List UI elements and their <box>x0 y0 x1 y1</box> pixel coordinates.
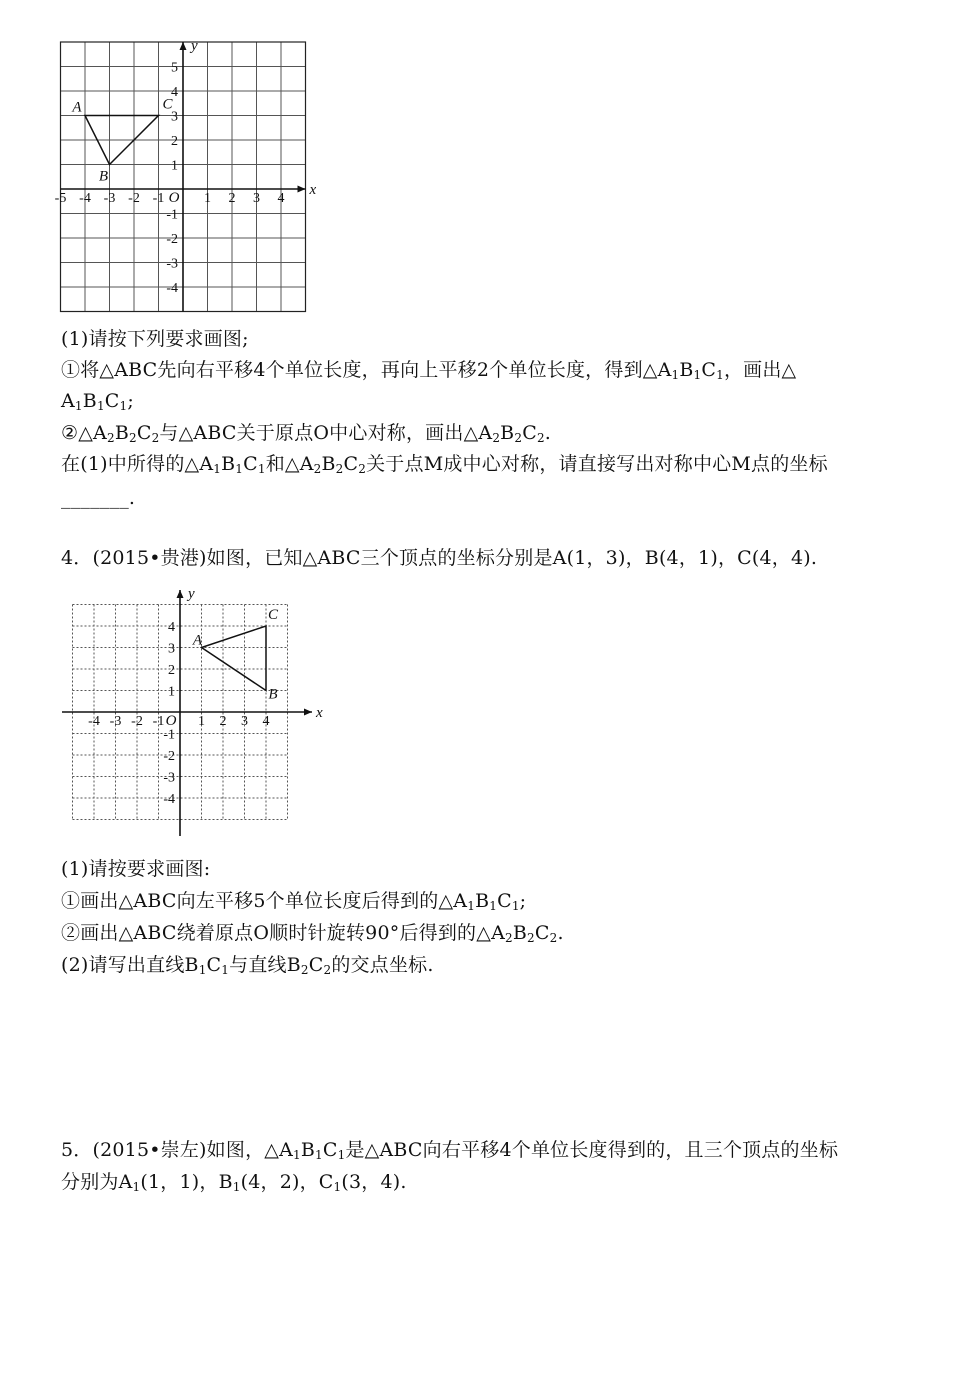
x-tick-label: 2 <box>228 191 236 206</box>
q4-stem: 4．(2015•贵港)如图，已知△ABC三个顶点的坐标分别是A(1，3)，B(4，1)，C(4，4). <box>61 547 818 569</box>
point-c1: $C_1$ <box>318 1171 342 1194</box>
coordinate-figure-2 <box>55 583 325 843</box>
point-b1: $B_1$ <box>218 1171 241 1194</box>
vertex-label-b: B <box>98 168 109 185</box>
triangle-a2b2c2: $A_2B_2C_2$ <box>93 422 160 445</box>
q3-item2: $②\triangle A_2B_2C_2$与△ABC关于原点O中心对称，画出$\triangle A_2B_2C_2$. <box>61 422 552 445</box>
vertex-label-b: B <box>268 686 278 703</box>
x-axis-arrow <box>298 186 306 193</box>
y-axis-arrow <box>177 590 184 598</box>
x-tick-label: 2 <box>219 714 227 729</box>
line-b2c2: $B_2C_2$ <box>286 954 332 977</box>
triangle-a1b1c1: $A_1B_1C_1$ <box>61 390 128 413</box>
y-tick-label: 1 <box>171 158 178 174</box>
q3-part1-heading: (1)请按下列要求画图; <box>61 328 249 350</box>
triangle-a2b2c2: $A_2B_2C_2$ <box>299 453 367 476</box>
x-tick-label: -4 <box>88 714 100 729</box>
vertex-label-a: A <box>192 632 203 649</box>
vertex-label-a: A <box>72 99 82 116</box>
point-a1: $A_1$ <box>118 1171 141 1194</box>
x-tick-label: 1 <box>198 714 205 729</box>
y-tick-label: -2 <box>166 232 178 247</box>
triangle-a2b2c2: $A_2B_2C_2$ <box>491 922 558 945</box>
q3-item1-line2: $A_1B_1C_1$; <box>61 390 134 413</box>
y-tick-label: 3 <box>171 109 178 125</box>
q5-line1: 5．(2015•崇左)如图，$\triangle A_1B_1C_1$是△ABC向右平移4个单位长度得到的，且三个顶点的坐标 <box>61 1139 839 1162</box>
triangle-a2b2c2: $A_2B_2C_2$ <box>478 422 545 445</box>
x-tick-label: -1 <box>152 714 165 729</box>
y-tick-label: 4 <box>168 620 175 635</box>
x-tick-label: 3 <box>253 191 260 206</box>
x-tick-label: 3 <box>241 714 248 729</box>
x-tick-label: -4 <box>79 191 91 206</box>
x-axis-arrow <box>304 709 312 716</box>
answer-blank[interactable]: _______. <box>61 487 136 509</box>
triangle-a1b1c1: $A_1B_1C_1$ <box>453 890 520 913</box>
q3-part2: 在(1)中所得的$\triangle A_1B_1C_1$和$\triangle A_2B_2C_2$关于点M成中心对称，请直接写出对称中心M点的坐标 <box>61 453 828 476</box>
x-tick-label: 4 <box>277 191 285 206</box>
origin-label: O <box>165 713 177 729</box>
q3-item1-text: ①将△ABC先向右平移4个单位长度，再向上平移2个单位长度，得到△ <box>61 359 658 381</box>
y-axis-label: y <box>188 586 195 602</box>
x-tick-label: 4 <box>262 714 270 729</box>
x-tick-label: 1 <box>204 191 211 206</box>
x-tick-label: -1 <box>152 191 165 206</box>
coordinate-figure-1 <box>50 18 370 318</box>
q4-part1-heading: (1)请按要求画图: <box>61 858 211 880</box>
x-tick-label: -5 <box>54 191 67 206</box>
triangle-a1b1c1: $A_1B_1C_1$ <box>279 1139 346 1162</box>
origin-label: O <box>168 190 180 206</box>
line-b1c1: $B_1C_1$ <box>184 954 230 977</box>
y-tick-label: 2 <box>171 134 178 149</box>
x-tick-label: -2 <box>131 714 143 729</box>
q4-item1: ①画出△ABC向左平移5个单位长度后得到的$\triangle A_1B_1C_1$; <box>61 890 527 913</box>
q3-item1-tail: ，画出△ <box>723 359 797 381</box>
y-tick-label: 2 <box>168 663 175 678</box>
figure-2-tick-labels <box>88 620 269 807</box>
y-tick-label: -4 <box>166 281 178 296</box>
vertex-label-c: C <box>162 96 173 113</box>
x-tick-label: -3 <box>109 714 122 729</box>
x-axis-label: x <box>309 182 317 198</box>
y-tick-label: -3 <box>166 256 178 272</box>
y-tick-label: 1 <box>168 684 175 700</box>
y-tick-label: -1 <box>166 207 178 223</box>
y-tick-label: -4 <box>163 792 175 807</box>
triangle-abc <box>202 626 267 691</box>
q4-item2: ②画出△ABC绕着原点O顺时针旋转90°后得到的$\triangle A_2B_2C_2$. <box>61 922 564 945</box>
x-axis-label: x <box>316 705 323 721</box>
y-tick-label: -1 <box>163 727 175 743</box>
triangle-a1b1c1: $A_1B_1C_1$ <box>657 359 724 382</box>
q3-item1-line1 <box>61 358 796 382</box>
x-tick-label: -3 <box>103 191 116 206</box>
y-axis-arrow <box>180 42 187 50</box>
y-tick-label: 3 <box>168 641 175 657</box>
q4-part2: (2)请写出直线$B_1C_1$与直线$B_2C_2$的交点坐标. <box>61 954 434 977</box>
triangle-a1b1c1: $A_1B_1C_1$ <box>199 453 266 476</box>
y-tick-label: 4 <box>171 85 178 100</box>
x-tick-label: -2 <box>128 191 140 206</box>
vertex-label-c: C <box>267 607 279 623</box>
y-tick-label: 5 <box>171 60 178 76</box>
y-tick-label: -3 <box>163 770 175 786</box>
q5-line2: 分别为$A_1(1$，1)，$B_1(4$，2)，$C_1(3$，4). <box>61 1171 407 1194</box>
y-axis-label: y <box>191 38 198 54</box>
y-tick-label: -2 <box>163 749 175 764</box>
